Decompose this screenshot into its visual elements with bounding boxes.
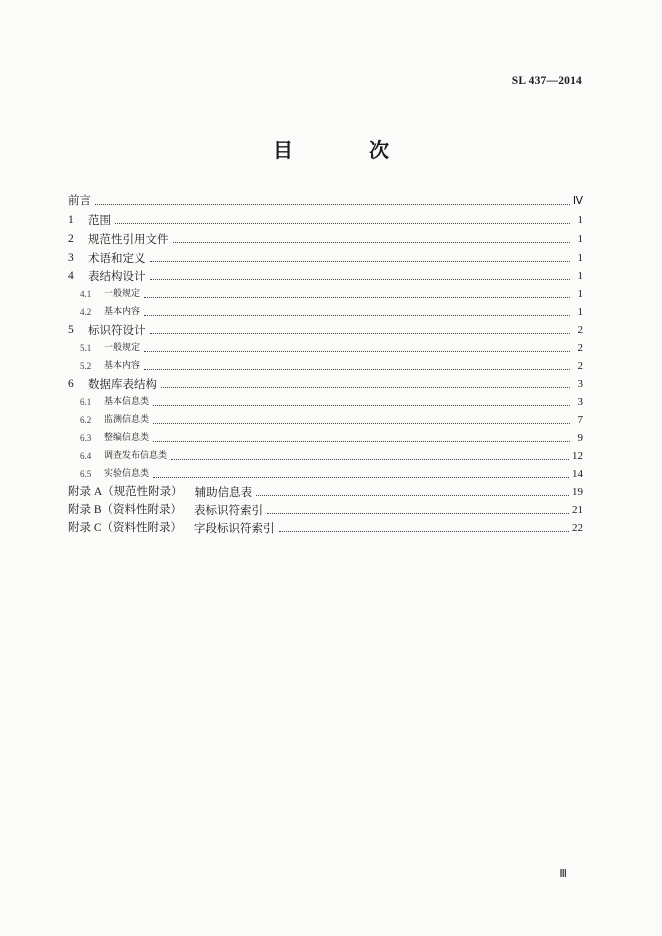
toc-entry-page: 1 [577, 306, 583, 318]
toc-entry-page: 1 [577, 288, 583, 300]
toc-entry[interactable] [68, 409, 583, 427]
toc-entry-number: 3 [68, 252, 74, 264]
toc-entry-number: 6.2 [80, 415, 92, 425]
toc-entry[interactable] [68, 337, 583, 355]
toc-entry-number: 5 [68, 324, 74, 336]
toc-entry-page: 1 [577, 233, 583, 245]
toc-entry-page: Ⅳ [572, 195, 583, 207]
toc-entry-label: 标识符设计 [88, 323, 146, 337]
toc-entry-label: 实验信息类 [104, 469, 150, 479]
toc-entry-number: 4.1 [80, 289, 92, 299]
toc-entry-number: 6.4 [80, 451, 92, 461]
toc-entry-page: 2 [577, 342, 583, 354]
toc-entry-label: 基本内容 [104, 361, 141, 371]
toc-entry-appendix[interactable] [68, 517, 583, 535]
toc-entry-label: 术语和定义 [88, 251, 146, 265]
toc-entry-page: 2 [577, 324, 583, 336]
toc-entry[interactable] [68, 208, 583, 227]
leader-dots [95, 203, 570, 205]
toc-entry-number: 5.1 [80, 343, 92, 353]
leader-dots [153, 404, 570, 406]
toc-entry-page: 2 [577, 360, 583, 372]
leader-dots [173, 241, 571, 243]
toc-entry-number: 2 [68, 233, 74, 245]
leader-dots [144, 368, 570, 370]
toc-entry[interactable] [68, 246, 583, 265]
leader-dots [279, 530, 569, 532]
toc-entry[interactable] [68, 355, 583, 373]
toc-entry-label: 一般规定 [104, 343, 141, 353]
leader-dots [267, 512, 569, 514]
toc-entry-label: 调查发布信息类 [104, 451, 168, 461]
page-title: 目 次 [273, 138, 417, 162]
toc-entry[interactable] [68, 463, 583, 481]
toc-entry-appendix[interactable] [68, 499, 583, 517]
toc-entry-page: 9 [577, 432, 583, 444]
toc-entry[interactable] [68, 319, 583, 337]
toc-entry-label: 基本内容 [104, 307, 141, 317]
standard-code: SL 437—2014 [511, 75, 582, 87]
leader-dots [153, 422, 570, 424]
toc-entry-label: 一般规定 [104, 289, 141, 299]
toc-entry-number: 4.2 [80, 307, 92, 317]
toc-entry-label: 表标识符索引 [194, 503, 264, 517]
toc-entry-label: 范围 [88, 213, 111, 227]
toc-entry-label: 整编信息类 [104, 433, 150, 443]
toc-entry[interactable] [68, 227, 583, 246]
leader-dots [150, 332, 571, 334]
toc-entry-label: 辅助信息表 [194, 485, 253, 499]
toc-entry[interactable] [68, 265, 583, 283]
toc-entry-page: 12 [572, 450, 583, 462]
leader-dots [161, 386, 570, 388]
toc-entry-page: 21 [572, 504, 583, 516]
toc-entry-label: 字段标识符索引 [194, 521, 275, 535]
toc-entry-number: 附录 B（资料性附录） [68, 504, 183, 516]
toc-entry[interactable] [68, 373, 583, 391]
table-of-contents [68, 191, 583, 535]
toc-entry[interactable] [68, 391, 583, 409]
toc-entry-page: 1 [577, 214, 583, 226]
toc-entry-page: 1 [577, 270, 583, 282]
toc-entry-page: 14 [572, 468, 583, 480]
toc-entry-number: 1 [68, 214, 74, 226]
toc-entry-number: 4 [68, 270, 74, 282]
leader-dots [153, 440, 570, 442]
toc-entry-number: 5.2 [80, 361, 92, 371]
leader-dots [144, 350, 570, 352]
toc-entry[interactable] [68, 283, 583, 301]
toc-entry-label: 数据库表结构 [88, 377, 157, 391]
toc-entry-label: 基本信息类 [104, 397, 150, 407]
toc-entry-page: 19 [572, 486, 583, 498]
toc-entry-page: 3 [577, 396, 583, 408]
leader-dots [153, 476, 569, 478]
toc-entry-number: 6.3 [80, 433, 92, 443]
toc-entry-page: 3 [577, 378, 583, 390]
leader-dots [150, 278, 571, 280]
toc-entry[interactable] [68, 191, 583, 208]
toc-entry-number: 6.1 [80, 397, 92, 407]
toc-entry[interactable] [68, 301, 583, 319]
toc-entry-number: 6 [68, 378, 74, 390]
toc-entry-number: 附录 C（资料性附录） [68, 522, 183, 534]
toc-entry-label: 监测信息类 [104, 415, 150, 425]
toc-entry-number: 6.5 [80, 469, 92, 479]
leader-dots [171, 458, 569, 460]
leader-dots [144, 314, 570, 316]
toc-entry-label: 表结构设计 [88, 269, 146, 283]
page-number: Ⅲ [559, 868, 567, 880]
leader-dots [256, 494, 569, 496]
toc-entry-number: 前言 [68, 195, 91, 207]
toc-entry-page: 7 [577, 414, 583, 426]
toc-entry-page: 22 [572, 522, 583, 534]
toc-entry-label: 规范性引用文件 [88, 232, 169, 246]
leader-dots [144, 296, 570, 298]
toc-entry-page: 1 [577, 252, 583, 264]
toc-entry[interactable] [68, 445, 583, 463]
leader-dots [115, 222, 570, 224]
toc-entry-appendix[interactable] [68, 481, 583, 499]
leader-dots [150, 260, 571, 262]
toc-entry-number: 附录 A（规范性附录） [68, 486, 183, 498]
toc-entry[interactable] [68, 427, 583, 445]
